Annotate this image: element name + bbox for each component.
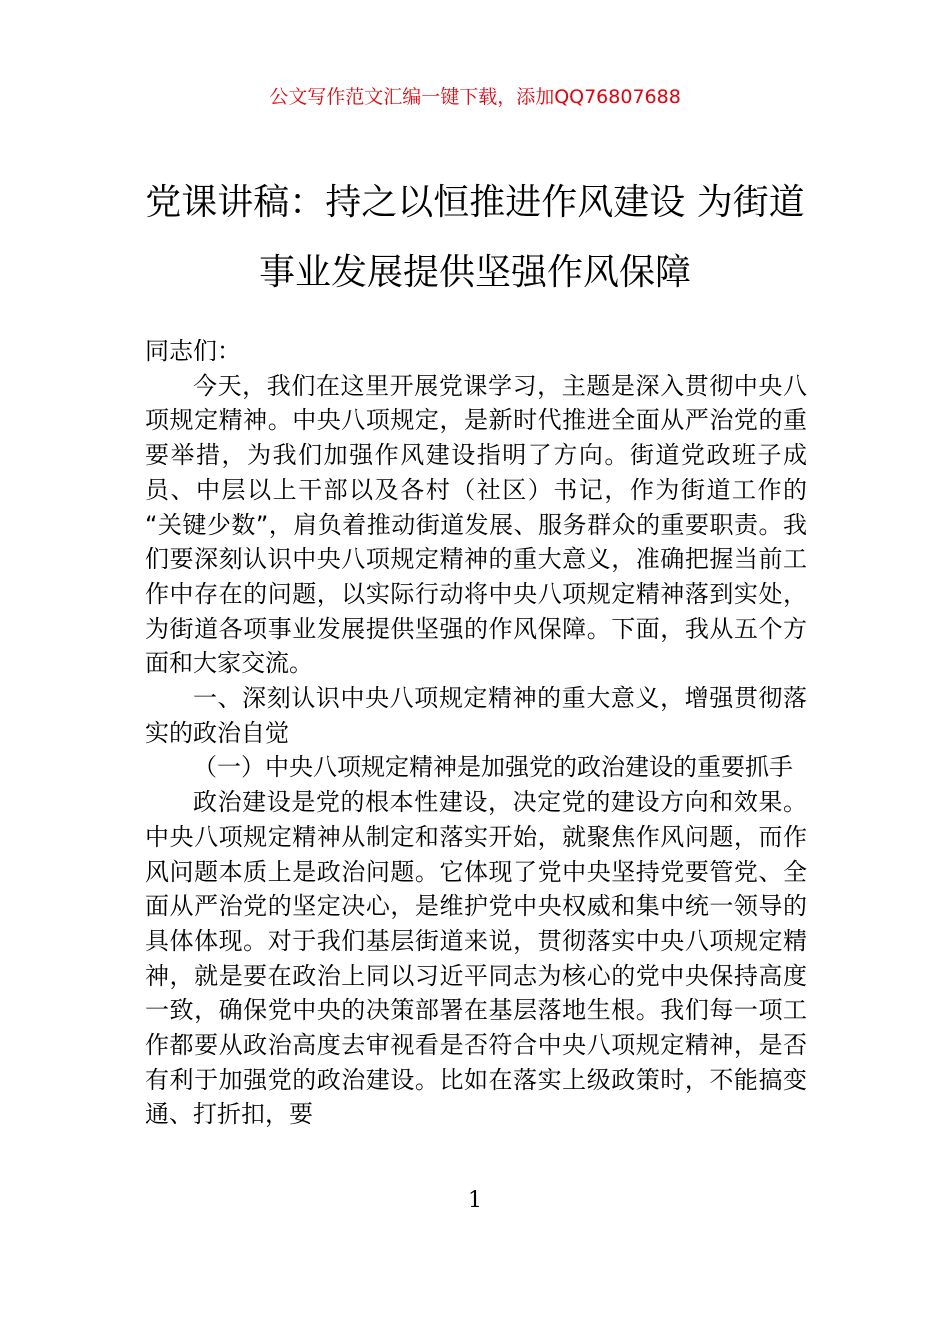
page-number: 1 — [468, 1188, 482, 1213]
subsection-heading: （一）中央八项规定精神是加强党的政治建设的重要抓手 — [193, 753, 793, 782]
paragraph: 今天，我们在这里开展党课学习，主题是深入贯彻中央八项规定精神。中央八项规定，是新时代推进全面从严治党的重要举措，为我们加强作风建设指明了方向。街道党政班子成员、中层以上干部以及各村（社区）书记，作为街道工作的 “关键少数”，肩负着推动街道发展、服务群众的重要职责。我们要深刻认识中央八项规定精神的重大意义，准确把握当前工作中存在的问题，以实际行动将中央八项规定精神落到实处，为街道各项事业发展提供坚强的作风保障。下面，我从五个方面和大家交流。 — [145, 371, 807, 678]
document-title — [100, 168, 850, 308]
document-body — [145, 334, 807, 1132]
download-banner: 公文写作范文汇编一键下载，添加QQ76807688 — [269, 86, 681, 108]
paragraph: 政治建设是党的根本性建设，决定党的建设方向和效果。中央八项规定精神从制定和落实开始，就聚焦作风问题，而作风问题本质上是政治问题。它体现了党中央坚持党要管党、全面从严治党的坚定决心，是维护党中央权威和集中统一领导的具体体现。对于我们基层街道来说，贯彻落实中央八项规定精神，就是要在政治上同以习近平同志为核心的党中央保持高度一致，确保党中央的决策部署在基层落地生根。我们每一项工作都要从政治高度去审视看是否符合中央八项规定精神，是否有利于加强党的政治建设。比如在落实上级政策时，不能搞变通、打折扣，要 — [145, 788, 807, 1129]
section-heading: 一、深刻认识中央八项规定精神的重大意义，增强贯彻落实的政治自觉 — [145, 684, 807, 747]
title-line-1: 党课讲稿：持之以恒推进作风建设 为街道 — [145, 182, 805, 223]
title-line-2: 事业发展提供坚强作风保障 — [258, 252, 691, 293]
salutation: 同志们： — [145, 337, 241, 365]
